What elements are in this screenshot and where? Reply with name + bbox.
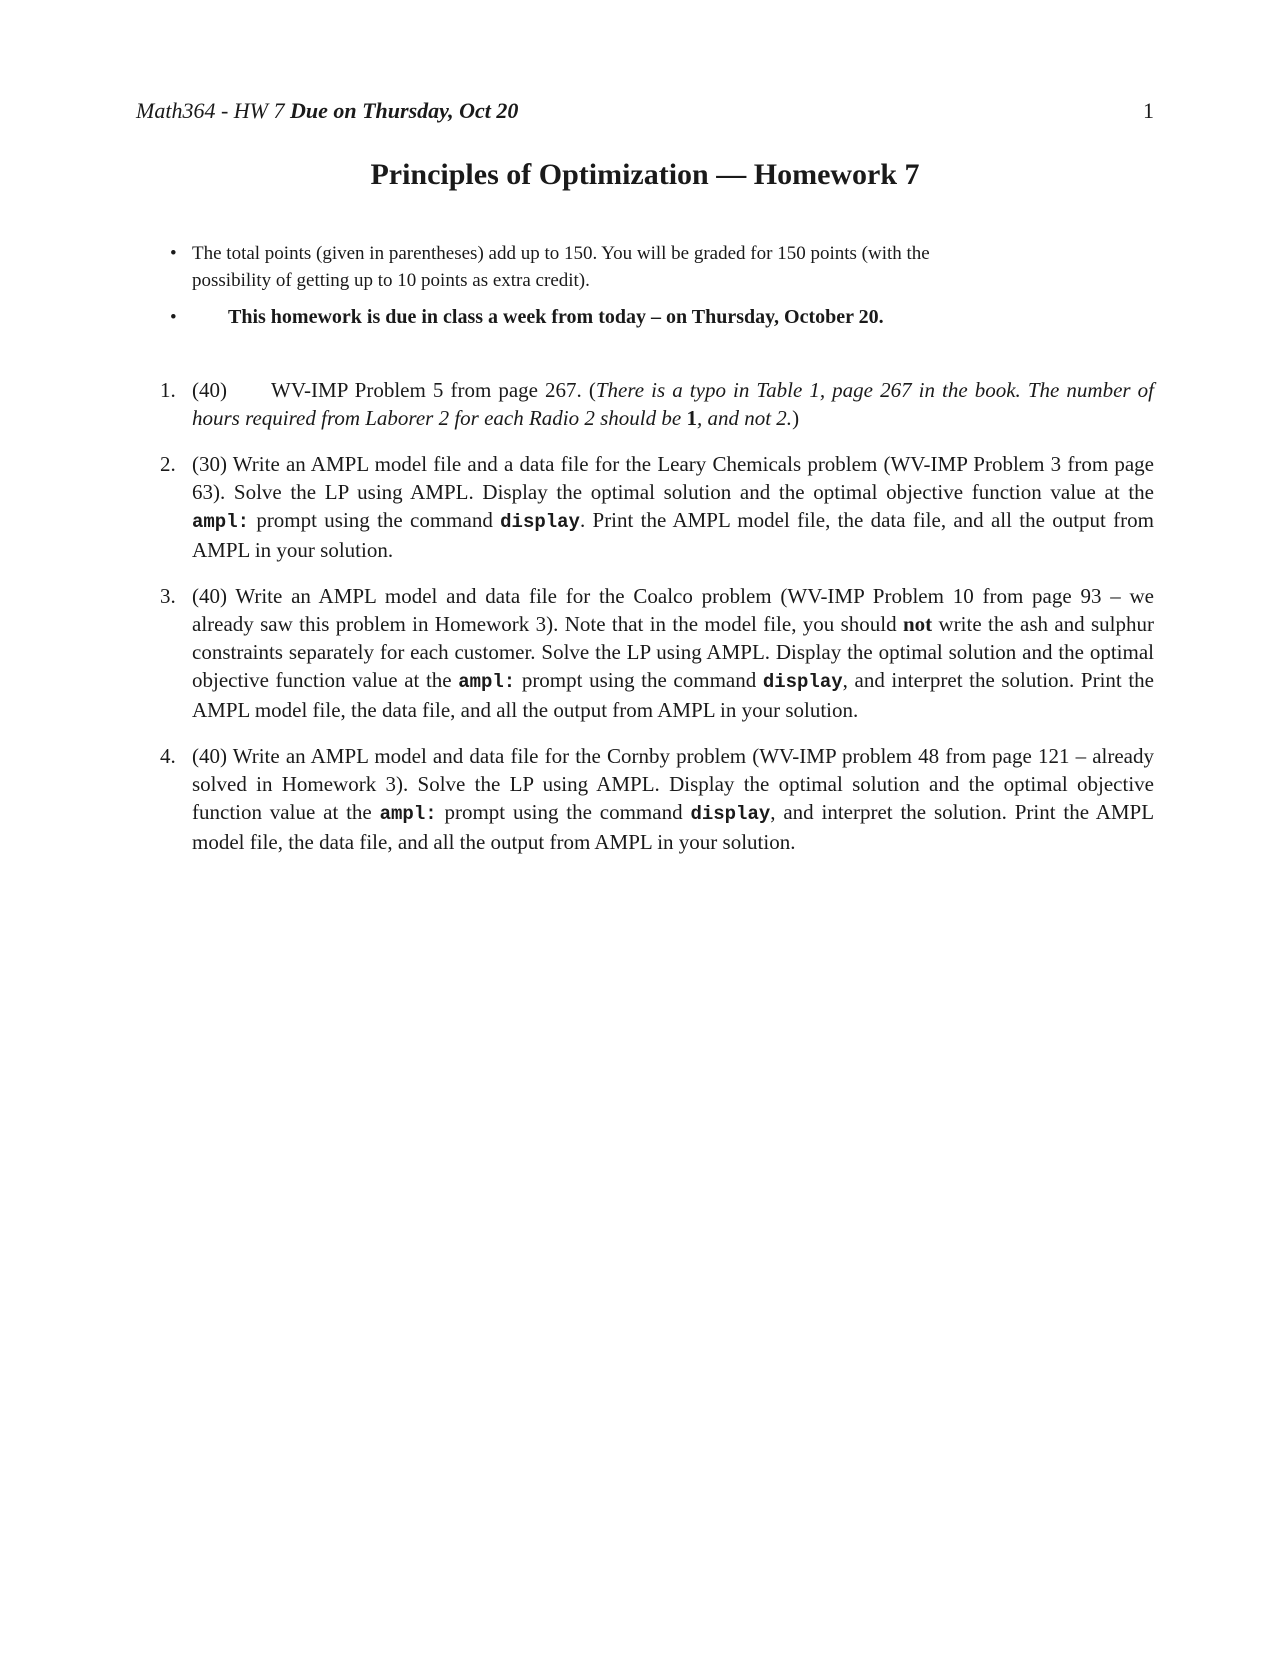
note-text: This homework is due in class a week from today – on Thursday, October 20. — [228, 306, 884, 328]
problem-text: (40) Write an AMPL model and data file for the Cornby problem (WV-IMP problem 48 from page 121 – already solved in Homework 3). Solve the LP using AMPL. Display the optimal solution and the optimal objective function value at the — [192, 744, 1154, 824]
notes-list — [170, 240, 1010, 341]
problem-text: , and interpret the solution. Print the AMPL model file, the data file, and all the output from AMPL in your solution. — [192, 800, 1155, 854]
problem-4 — [160, 742, 1154, 856]
code-ampl-prompt: ampl: — [458, 671, 516, 693]
problem-text: prompt using the command — [521, 668, 757, 692]
problem-text: , and interpret the solution. Print the AMPL model file, the data file, and all the output from AMPL in your solution. — [192, 668, 1154, 722]
problem-number: 2. — [160, 452, 176, 476]
note-item-due — [170, 304, 1010, 331]
code-display-command: display — [690, 803, 771, 825]
problem-points: (40) — [192, 378, 227, 402]
running-header — [136, 98, 1154, 130]
emphasis-not: not — [902, 612, 933, 636]
header-course: Math364 - HW 7 — [136, 98, 285, 123]
problem-text: . Print the AMPL model file, the data file, and all the output from AMPL in your solution. — [192, 508, 1155, 562]
problem-text: (30) Write an AMPL model file and a data file for the Leary Chemicals problem (WV-IMP Problem 3 from page 63). Solve the LP using AMPL. Display the optimal solution and the optimal objective function value at the — [192, 452, 1154, 504]
problem-number: 1. — [160, 378, 176, 402]
problem-text: prompt using the command — [256, 508, 493, 532]
problem-number: 3. — [160, 584, 176, 608]
header-due-date: Due on Thursday, Oct 20 — [289, 98, 519, 123]
note-item — [170, 240, 1010, 294]
code-ampl-prompt: ampl: — [379, 803, 437, 825]
header-left — [136, 98, 518, 124]
problem-text: WV-IMP Problem 5 from page 267. — [271, 378, 582, 402]
note-close-paren: ) — [792, 406, 800, 430]
typo-correct-value: 1 — [686, 406, 697, 430]
page-title: Principles of Optimization — Homework 7 — [370, 158, 920, 191]
page-number: 1 — [1143, 98, 1154, 123]
code-display-command: display — [500, 511, 580, 533]
note-text: The total points (given in parentheses) add up to 150. You will be graded for 150 points (with the possibility of getting up to 10 points as extra credit). — [192, 243, 930, 291]
problem-3 — [160, 582, 1154, 724]
problem-2 — [160, 450, 1154, 564]
bullet-icon: • — [170, 243, 177, 264]
problem-text: (40) Write an AMPL model and data file for the Coalco problem (WV-IMP Problem 10 from page 93 – we already saw this problem in Homework 3). Note that in the model file, you should — [192, 584, 1154, 636]
problem-typo-note-end: , and not 2. — [696, 406, 793, 430]
problem-text: prompt using the command — [444, 800, 683, 824]
problem-typo-note: There is a typo in Table 1, page 267 in the book. The number of hours required from Laborer 2 for each Radio 2 should be — [192, 378, 1154, 430]
bullet-icon: • — [170, 307, 177, 328]
problem-number: 4. — [160, 744, 176, 768]
code-ampl-prompt: ampl: — [192, 511, 250, 533]
code-display-command: display — [762, 671, 843, 693]
problem-list — [160, 376, 1154, 874]
note-open-paren: ( — [588, 378, 596, 402]
problem-1 — [160, 376, 1154, 432]
problem-text: write the ash and sulphur constraints separately for each customer. Solve the LP using AMPL. Display the optimal solution and the optimal objective function value at the — [192, 612, 1154, 692]
